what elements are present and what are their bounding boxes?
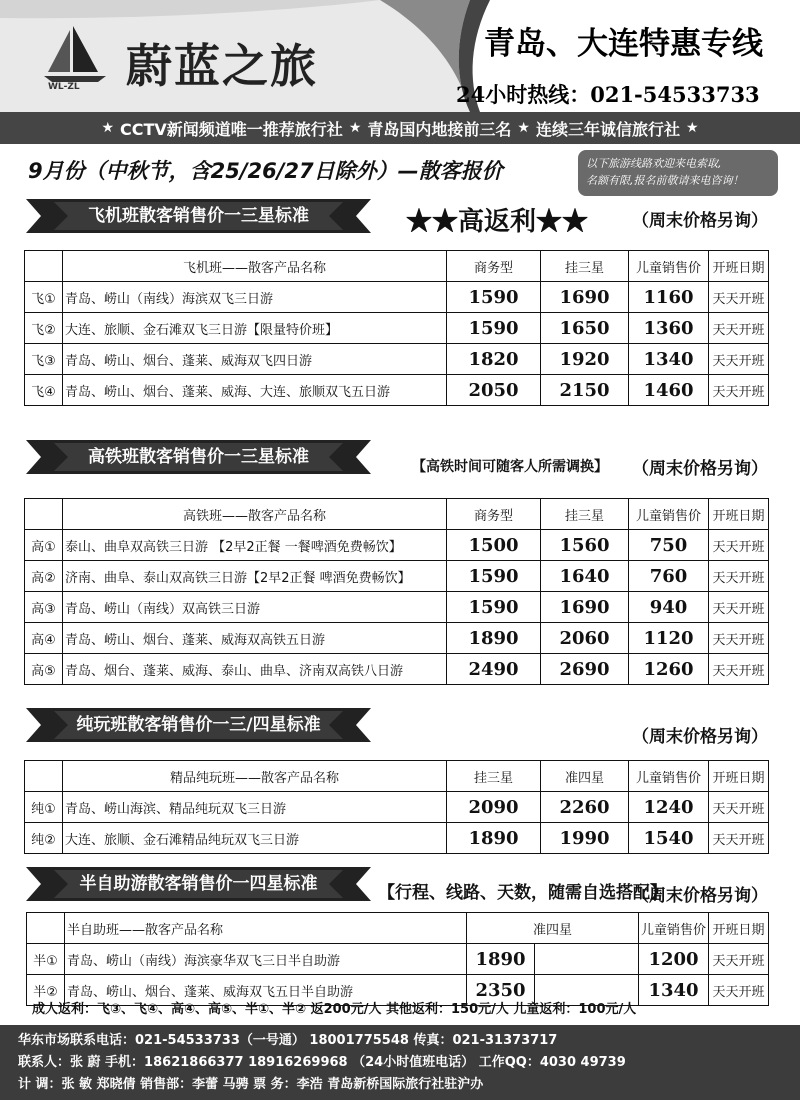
empty-cell [535,944,639,975]
price-three-star: 2090 [447,792,541,823]
header-cell [27,913,65,944]
hotline: 24小时热线：021-54533733 [456,82,760,107]
row-index: 高① [25,530,63,561]
price-child: 1460 [629,375,709,406]
table-row [25,313,769,344]
departure-date: 天天开班 [709,654,769,685]
row-index: 飞② [25,313,63,344]
semi-note: 【行程、线路、天数，随需自选搭配】 [378,883,667,903]
row-index: 高③ [25,592,63,623]
product-name: 青岛、崂山（南线）海滨豪华双飞三日半自助游 [65,944,467,975]
table-header-row [25,499,769,530]
departure-date: 天天开班 [709,282,769,313]
header-cell: 儿童销售价 [629,499,709,530]
product-name: 大连、旅顺、金石滩双飞三日游【限量特价班】 [63,313,447,344]
price-child: 1240 [629,792,709,823]
price-business: 1590 [447,561,541,592]
header-cell: 半自助班——散客产品名称 [65,913,467,944]
table-row [25,375,769,406]
pure-banner-label: 纯玩班散客销售价一三/四星标准 [76,715,321,735]
product-name: 青岛、崂山（南线）双高铁三日游 [63,592,447,623]
pure-table [24,760,769,854]
header-cell: 挂三星 [541,499,629,530]
rail-note: 【高铁时间可随客人所需调换】 [412,459,608,475]
row-index: 半② [27,975,65,1006]
price-child: 1200 [639,944,709,975]
departure-date: 天天开班 [709,344,769,375]
table-header-row [27,913,769,944]
rail-table [24,498,769,685]
header-cell: 开班日期 [709,499,769,530]
semi-weekend-note: （周末价格另询） [632,886,768,906]
price-child: 1340 [629,344,709,375]
header-cell: 准四星 [541,761,629,792]
header-cell: 挂三星 [541,251,629,282]
price-three-star: 1890 [447,823,541,854]
price-business: 1890 [447,623,541,654]
star-icon: ★ [685,120,699,136]
notice-box [578,150,778,196]
footer-line: 华东市场联系电话：021-54533733（一号通） 18001775548 传真：021-31373717 [18,1033,558,1048]
product-name: 青岛、崂山、烟台、蓬莱、威海、大连、旅顺双飞五日游 [63,375,447,406]
row-index: 高⑤ [25,654,63,685]
header-cell: 商务型 [447,499,541,530]
departure-date: 天天开班 [709,592,769,623]
departure-date: 天天开班 [709,561,769,592]
star-icon: ★ [517,120,530,136]
header-cell: 儿童销售价 [629,251,709,282]
header-cell: 儿童销售价 [629,761,709,792]
brand-name: 蔚蓝之旅 [126,39,318,93]
slogan-item: CCTV新闻频道唯一推荐旅行社 [120,119,343,139]
row-index: 纯② [25,823,63,854]
row-index: 纯① [25,792,63,823]
logo-text: WL-ZL [48,82,80,92]
header-cell: 商务型 [447,251,541,282]
footer-contact [0,1025,800,1100]
month-title: 9月份（中秋节，含25/26/27日除外）—散客报价 [28,159,503,183]
product-name: 青岛、崂山、烟台、蓬莱、威海双飞五日半自助游 [65,975,467,1006]
table-row [25,282,769,313]
product-name: 泰山、曲阜双高铁三日游 【2早2正餐 一餐啤酒免费畅饮】 [63,530,447,561]
notice-line: 名额有限,报名前敬请来电咨询！ [586,174,744,187]
price-three-star: 2060 [541,623,629,654]
price-four-star: 2350 [467,975,535,1006]
product-name: 青岛、崂山（南线）海滨双飞三日游 [63,282,447,313]
row-index: 飞④ [25,375,63,406]
header-cell: 开班日期 [709,251,769,282]
price-child: 1160 [629,282,709,313]
star-icon: ★ [101,120,115,136]
flight-weekend-note: （周末价格另询） [632,211,768,231]
price-child: 1120 [629,623,709,654]
price-business: 1500 [447,530,541,561]
rebate-info: 成人返利：飞③、飞④、高④、高⑤、半①、半② 返200元/人 其他返利：150元/人 儿童返利：100元/人 [32,1002,637,1017]
product-name: 大连、旅顺、金石滩精品纯玩双飞三日游 [63,823,447,854]
header-cell: 高铁班——散客产品名称 [63,499,447,530]
price-four-star: 1990 [541,823,629,854]
departure-date: 天天开班 [709,530,769,561]
product-name: 济南、曲阜、泰山双高铁三日游【2早2正餐 啤酒免费畅饮】 [63,561,447,592]
flight-banner-label: 飞机班散客销售价一三星标准 [88,206,309,226]
header-cell [25,499,63,530]
flight-banner [26,199,371,233]
departure-date: 天天开班 [709,313,769,344]
header-cell: 飞机班——散客产品名称 [63,251,447,282]
departure-date: 天天开班 [709,623,769,654]
semi-banner-label: 半自助游散客销售价一四星标准 [79,874,318,894]
header-cell [25,761,63,792]
route-title: 青岛、大连特惠专线 [484,26,763,62]
price-child: 1360 [629,313,709,344]
table-header-row [25,761,769,792]
pure-banner [26,708,371,742]
notice-line: 以下旅游线路欢迎来电索取, [586,157,722,170]
price-business: 1590 [447,282,541,313]
header-cell: 准四星 [467,913,639,944]
flight-table [24,250,769,406]
product-name: 青岛、崂山、烟台、蓬莱、威海双飞四日游 [63,344,447,375]
slogan-item: 青岛国内地接前三名 [367,119,512,139]
table-row [25,561,769,592]
price-business: 2050 [447,375,541,406]
footer-line: 联系人：张 蔚 手机：18621866377 18916269968 （24小时值班电话） 工作QQ：4030 49739 [18,1055,626,1070]
price-child: 1540 [629,823,709,854]
table-row [25,823,769,854]
price-business: 1820 [447,344,541,375]
price-three-star: 1640 [541,561,629,592]
price-three-star: 2690 [541,654,629,685]
semi-banner [26,867,371,901]
product-name: 青岛、崂山海滨、精品纯玩双飞三日游 [63,792,447,823]
pure-weekend-note: （周末价格另询） [632,727,768,747]
price-four-star: 1890 [467,944,535,975]
row-index: 高④ [25,623,63,654]
slogan-bar [0,112,800,144]
price-child: 940 [629,592,709,623]
table-row [27,944,769,975]
table-row [25,344,769,375]
header-cell: 开班日期 [709,913,769,944]
departure-date: 天天开班 [709,823,769,854]
header [0,0,800,112]
price-three-star: 1690 [541,592,629,623]
row-index: 高② [25,561,63,592]
departure-date: 天天开班 [709,375,769,406]
table-header-row [25,251,769,282]
header-cell: 开班日期 [709,761,769,792]
table-row [25,654,769,685]
row-index: 飞① [25,282,63,313]
header-cell [25,251,63,282]
rail-weekend-note: （周末价格另询） [632,459,768,479]
departure-date: 天天开班 [709,975,769,1006]
price-child: 760 [629,561,709,592]
price-four-star: 2260 [541,792,629,823]
semi-table [26,912,769,1006]
rail-banner [26,440,371,474]
price-business: 2490 [447,654,541,685]
header-cell: 挂三星 [447,761,541,792]
row-index: 半① [27,944,65,975]
row-index: 飞③ [25,344,63,375]
price-business: 1590 [447,592,541,623]
footer-line: 计 调：张 敏 郑晓倩 销售部：李蕾 马骋 票 务：李浩 青岛新桥国际旅行社驻沪办 [18,1077,484,1092]
departure-date: 天天开班 [709,944,769,975]
price-three-star: 2150 [541,375,629,406]
price-three-star: 1560 [541,530,629,561]
table-row [25,792,769,823]
product-name: 青岛、烟台、蓬莱、威海、泰山、曲阜、济南双高铁八日游 [63,654,447,685]
price-three-star: 1690 [541,282,629,313]
price-three-star: 1920 [541,344,629,375]
header-cell: 精品纯玩班——散客产品名称 [63,761,447,792]
price-business: 1590 [447,313,541,344]
table-row [25,592,769,623]
table-row [25,530,769,561]
price-child: 1340 [639,975,709,1006]
high-rebate: ★★高返利★★ [406,207,589,237]
table-row [25,623,769,654]
star-icon: ★ [348,120,362,136]
price-child: 1260 [629,654,709,685]
price-three-star: 1650 [541,313,629,344]
rail-banner-label: 高铁班散客销售价一三星标准 [88,447,309,467]
departure-date: 天天开班 [709,792,769,823]
product-name: 青岛、崂山、烟台、蓬莱、威海双高铁五日游 [63,623,447,654]
header-cell: 儿童销售价 [639,913,709,944]
slogan-item: 连续三年诚信旅行社 [535,119,680,139]
price-child: 750 [629,530,709,561]
